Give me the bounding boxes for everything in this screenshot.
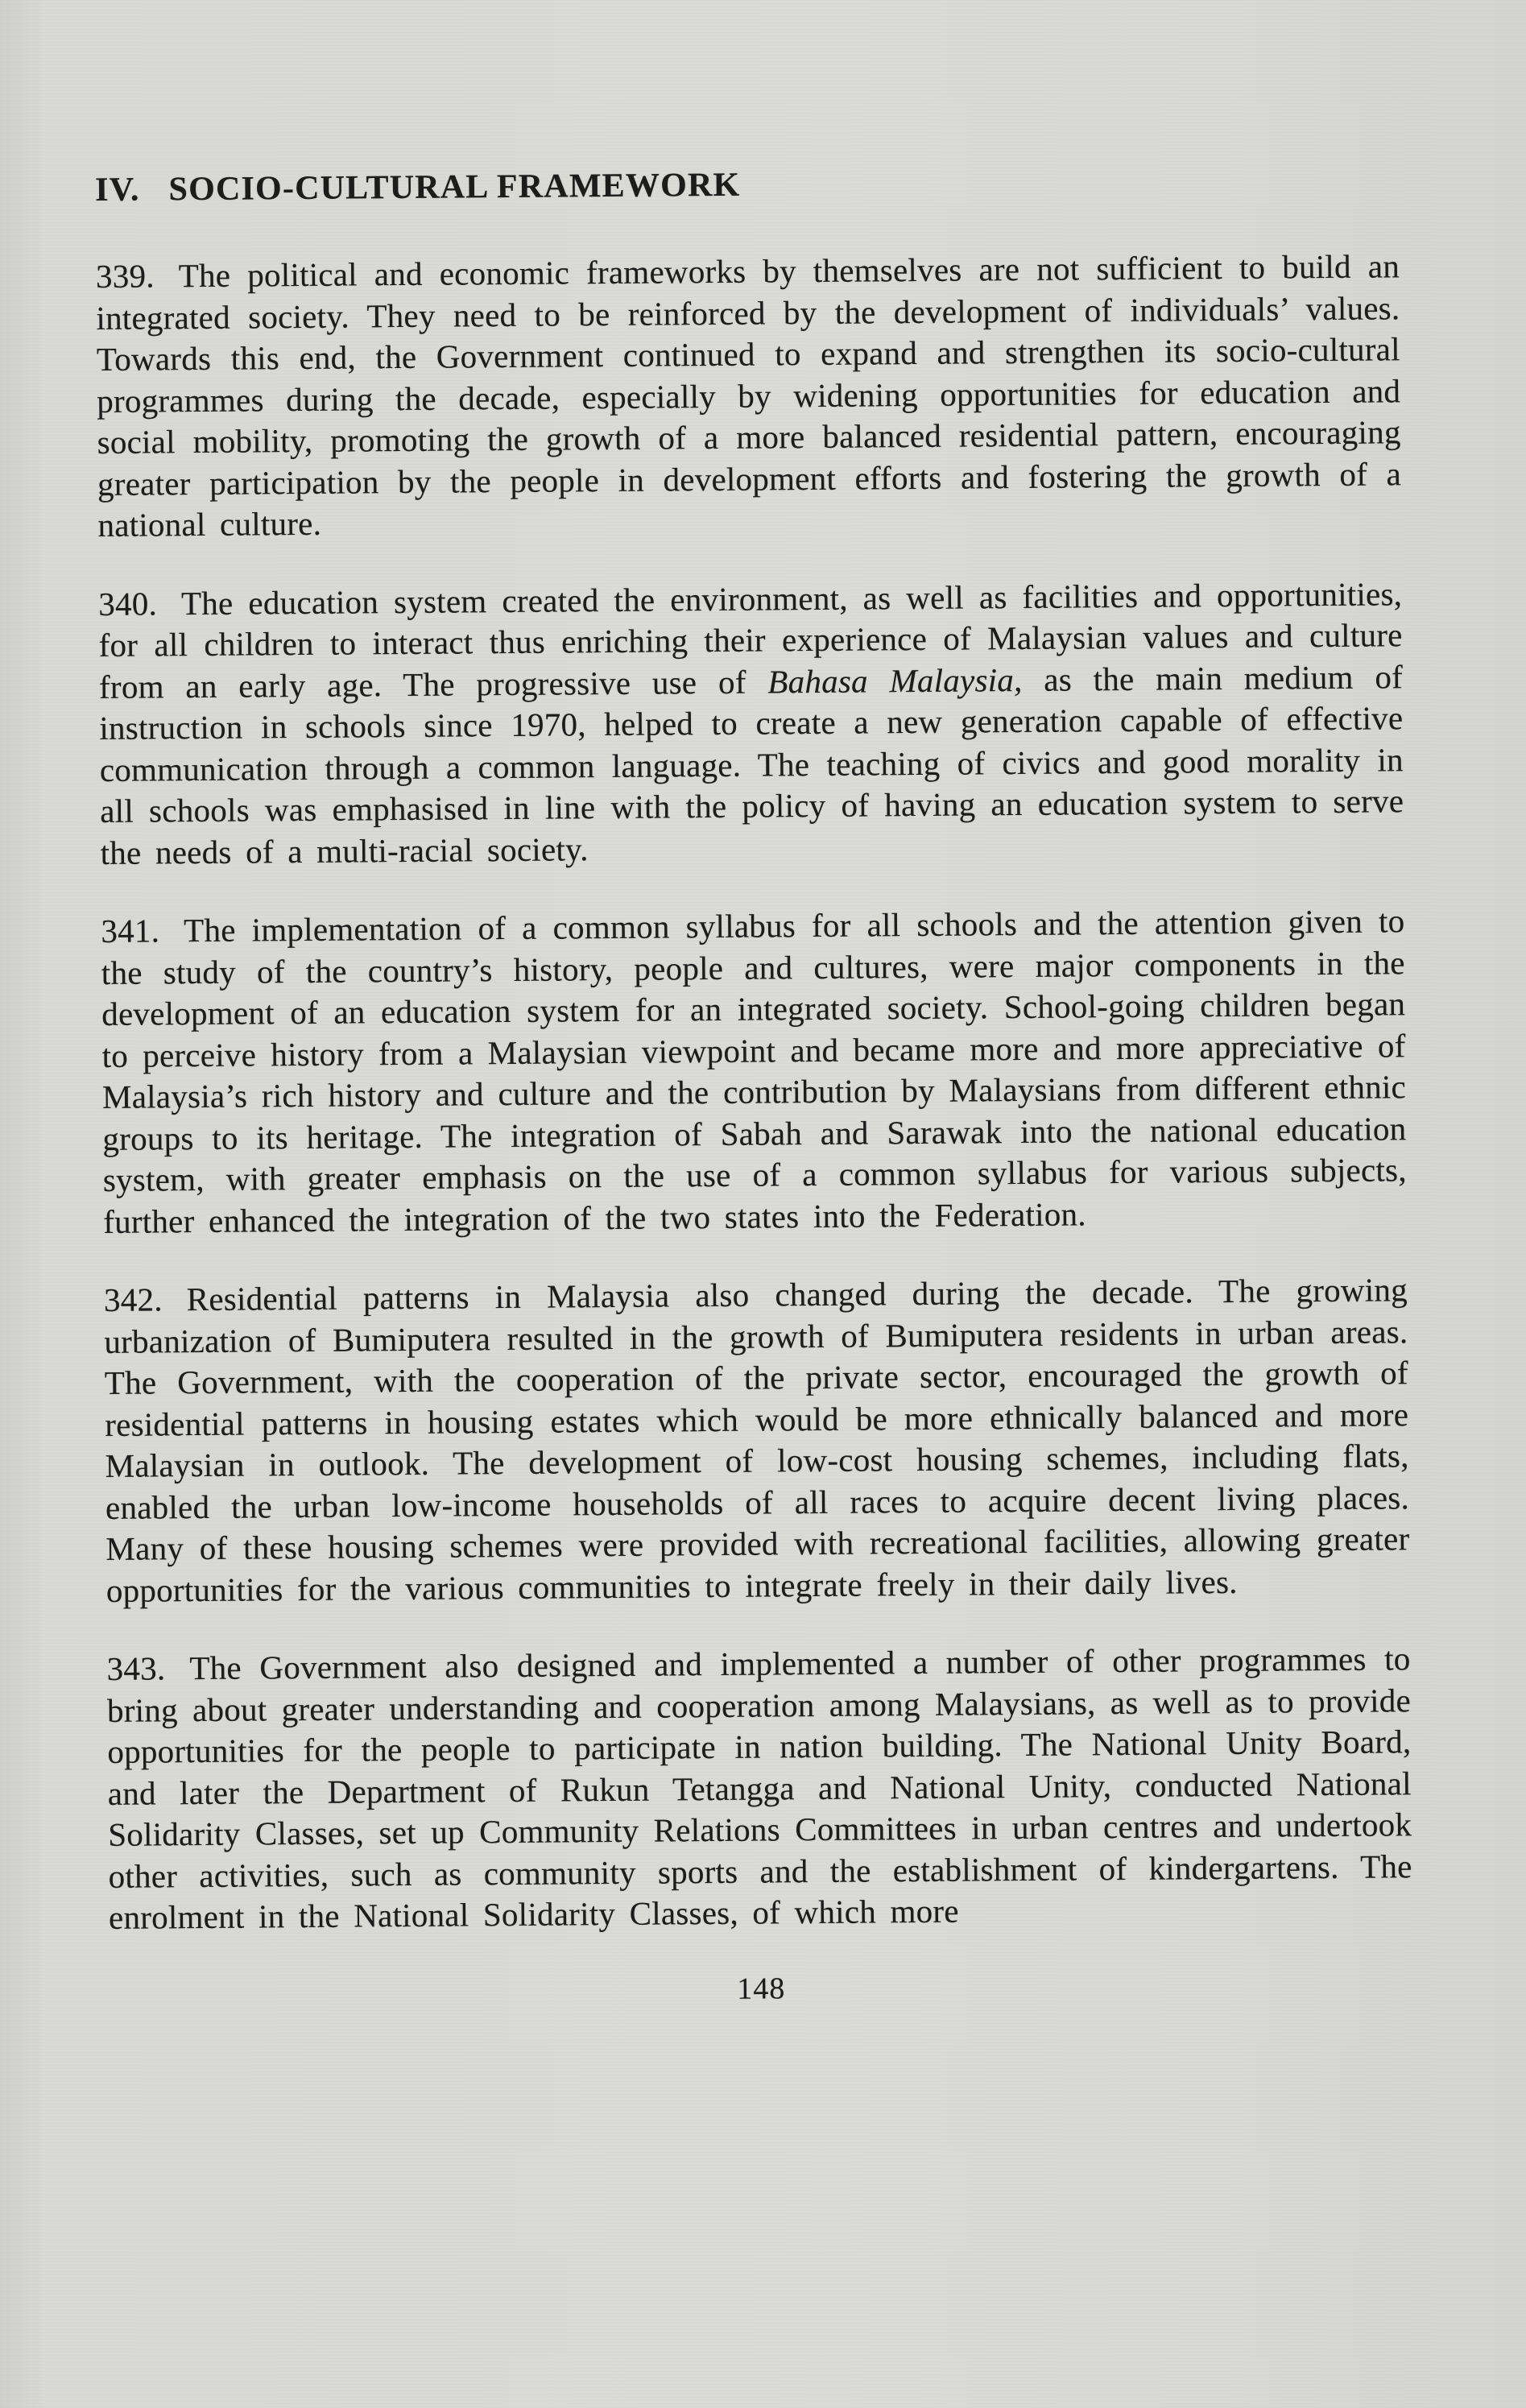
text-run: The political and economic frameworks by themselves are not sufficient to build an integrated society. They need to be reinforced by the development of individuals’ values. Towards this end, the Government continued to expand and strengthen its socio-cultural programmes during the decade, especially by widening opportunities for education and social mobility, promoting the growth of a more balanced residential pattern, encouraging greater participation by the people in development efforts and fostering the growth of a national culture. bbox=[96, 247, 1402, 544]
text-run: The education system created the environment, as well as facilities and opportunities, for all children to interact thus enriching their experience of Malaysian values and culture from an early age. The progressive use of bbox=[98, 574, 1403, 705]
text-run: Residential patterns in Malaysia also changed during the decade. The growing urbanization of Bumiputera resulted in the growth of Bumiputera residents in urban areas. The Government, with the cooperation of the private sector, encouraged the growth of residential patterns in housing estates which would be more ethnically balanced and more Malaysian in outlook. The development of low-cost housing schemes, including flats, enabled the urban low-income households of all races to acquire decent living places. Many of these housing schemes were provided with recreational facilities, allowing greater opportunities for the various communities to integrate freely in their daily lives. bbox=[104, 1271, 1410, 1609]
section-title: SOCIO-CULTURAL FRAMEWORK bbox=[168, 166, 741, 209]
paragraph-number: 341. bbox=[101, 912, 160, 950]
italic-text-run: Bahasa Malaysia, bbox=[767, 660, 1023, 700]
page-number: 148 bbox=[737, 1971, 786, 2006]
page-content bbox=[95, 160, 1413, 2011]
text-run: The implementation of a common syllabus for all schools and the attention given to the study of the country’s history, people and cultures, were major components in the development of an education system for an integrated society. School-going children began to perceive history from a Malaysian viewpoint and became more and more appreciative of Malaysia’s rich history and culture and the contribution by Malaysians from different ethnic groups to its heritage. The integration of Sabah and Sarawak into the national education system, with greater emphasis on the use of a common syllabus for various subjects, further enhanced the integration of the two states into the Federation. bbox=[101, 902, 1407, 1240]
section-numeral: IV. bbox=[95, 171, 140, 209]
text-run: The Government also designed and implemented a number of other programmes to bring about greater understanding and cooperation among Malaysians, as well as to provide opportunities for the people to participate in nation building. The National Unity Board, and later the Department of Rukun Tetangga and National Unity, conducted National Solidarity Classes, set up Community Relations Committees in urban centres and undertook other activities, such as community sports and the establishment of kindergartens. The enrolment in the National Solidarity Classes, of which more bbox=[106, 1640, 1412, 1936]
paragraph bbox=[104, 1269, 1410, 1612]
paragraph bbox=[96, 246, 1402, 546]
paragraph-number: 342. bbox=[103, 1281, 163, 1318]
text-run: as the main medium of instruction in schools since 1970, helped to create a new generation capable of effective communication through a common language. The teaching of civics and good morality in all schools was emphasised in line with the policy of having an education system to serve the needs of a multi-racial society. bbox=[99, 657, 1404, 871]
paragraph-number: 339. bbox=[95, 257, 155, 295]
paragraph-number: 343. bbox=[106, 1649, 166, 1687]
paragraph bbox=[106, 1638, 1412, 1938]
paragraph bbox=[98, 573, 1404, 874]
paragraph-number: 340. bbox=[98, 584, 158, 623]
section-heading bbox=[95, 160, 1399, 209]
paragraphs bbox=[96, 246, 1412, 1938]
paragraph bbox=[101, 900, 1407, 1243]
